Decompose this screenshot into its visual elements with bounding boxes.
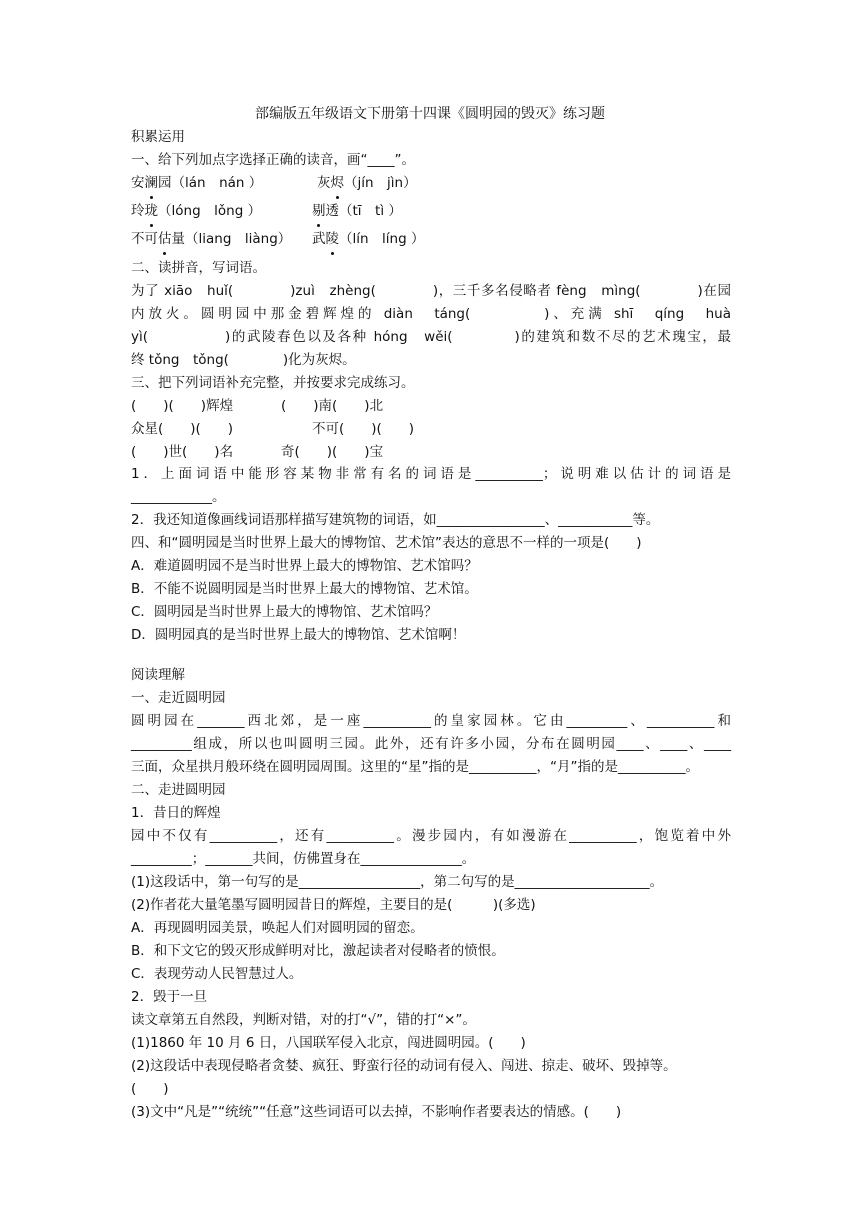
reading-part1-line-2: _________组成，所以也叫圆明三园。此外，还有许多小园，分布在圆明园____、____、____ [131,736,731,752]
reading-sub1-option-b: B．和下文它的毁灭形成鲜明对比，激起读者对侵略者的愤恨。 [131,943,505,959]
q3-row-1 [131,395,731,417]
q1-row-1 [131,172,731,194]
reading-sub2-title: 2．毁于一旦 [131,989,208,1005]
q3-row-2 [131,418,731,440]
q2-line-3: yì( )的武陵春色以及各种 hóng wěi( )的建筑和数不尽的艺术瑰宝，最 [131,329,731,345]
q4-heading: 四、和“圆明园是当时世界上最大的博物馆、艺术馆”表达的意思不一样的一项是( ) [131,535,642,551]
reading-part2-heading: 二、走进圆明园 [131,782,226,798]
section-heading-accumulate: 积累运用 [131,129,185,145]
reading-sub1-q1: (1)这段话中，第一句写的是__________________，第二句写的是____________________。 [131,874,664,890]
q4-option-c: C．圆明园是当时世界上最大的博物馆、艺术馆吗？ [131,604,438,620]
q1-row-2 [131,200,731,222]
q1-row1-left: 安澜园（lán nán ） [131,175,262,191]
q3-row-3 [131,441,731,463]
q2-line-1: 为了 xiāo huǐ( )zuì zhèng( )，三千多名侵略者 fèng mìng( )在园 [131,283,731,299]
q3-row2-a: 众星( )( ) [131,421,234,437]
reading-sub1-line-2: _________；_______共间，仿佛置身在_______________。 [131,851,476,867]
q2-line-4: 终 tǒng tǒng( )化为灰烬。 [131,352,356,368]
reading-sub2-q2: (2)这段话中表现侵略者贪婪、疯狂、野蛮行径的动词有侵入、闯进、掠走、破坏、毁掉等。 [131,1058,677,1074]
q2-line-2: 内放火。圆明园中那金碧辉煌的 diàn táng( )、充满 shī qíng huà [131,306,731,322]
q3-sub-2: 2．我还知道像画线词语那样描写建筑物的词语，如________________、___________等。 [131,512,660,528]
reading-sub1-title: 1．昔日的辉煌 [131,805,221,821]
reading-sub2-q1: (1)1860 年 10 月 6 日，八国联军侵入北京，闯进圆明园。( ) [131,1035,526,1051]
q1-row2-right: 剔透（tī tì ） [312,200,402,222]
q4-option-b: B．不能不说圆明园是当时世界上最大的博物馆、艺术馆。 [131,581,478,597]
section-heading-reading: 阅读理解 [131,667,185,683]
reading-sub2-instruction: 读文章第五自然段，判断对错，对的打“√”，错的打“×”。 [131,1012,476,1028]
q1-row2-left: 玲珑（lóng lǒng ） [131,203,261,219]
q1-row3-left: 不可估量（liang liàng） [131,231,291,247]
document-title: 部编版五年级语文下册第十四课《圆明园的毁灭》练习题 [255,106,605,122]
reading-sub2-q3: (3)文中“凡是”“统统”“任意”这些词语可以去掉，不影响作者要表达的情感。( ) [131,1104,622,1120]
q1-row-3 [131,228,731,250]
reading-sub2-q2-blank: ( ) [131,1081,169,1097]
q3-row3-b: 奇( )( )宝 [281,444,384,460]
q4-option-d: D．圆明园真的是当时世界上最大的博物馆、艺术馆啊！ [131,627,466,643]
q3-row2-b: 不可( )( ) [312,421,415,437]
reading-part1-line-3: 三面，众星拱月般环绕在圆明园周围。这里的“星”指的是__________，“月”指的是__________。 [131,759,699,775]
q1-heading: 一、给下列加点字选择正确的读音，画“____”。 [131,152,415,168]
reading-sub1-line-1: 园中不仅有__________，还有__________。漫步园内，有如漫游在__________，饱览着中外 [131,828,731,844]
reading-sub1-option-c: C．表现劳动人民智慧过人。 [131,966,303,982]
q3-sub-1: 1．上面词语中能形容某物非常有名的词语是__________；说明难以估计的词语是 [131,466,731,482]
q3-row1-b: ( )南( )北 [281,398,384,414]
reading-sub1-q2: (2)作者花大量笔墨写圆明园昔日的辉煌，主要目的是( )(多选) [131,897,536,913]
q4-option-a: A．难道圆明园不是当时世界上最大的博物馆、艺术馆吗？ [131,558,478,574]
q2-heading: 二、读拼音，写词语。 [131,260,266,276]
reading-part1-line-1: 圆明园在_______西北郊，是一座__________的皇家园林。它由_________、__________和 [131,713,731,729]
reading-part1-heading: 一、走近圆明园 [131,690,226,706]
q3-sub-1-cont: ____________。 [131,489,226,505]
q1-row1-right: 灰烬（jín jìn） [317,172,417,194]
q3-row1-a: ( )( )辉煌 [131,398,234,414]
reading-sub1-option-a: A．再现圆明园美景，唤起人们对圆明园的留恋。 [131,920,424,936]
q3-row3-a: ( )世( )名 [131,444,234,460]
q1-row3-right: 武陵（lín líng ） [312,228,424,250]
q3-heading: 三、把下列词语补充完整，并按要求完成练习。 [131,375,415,391]
